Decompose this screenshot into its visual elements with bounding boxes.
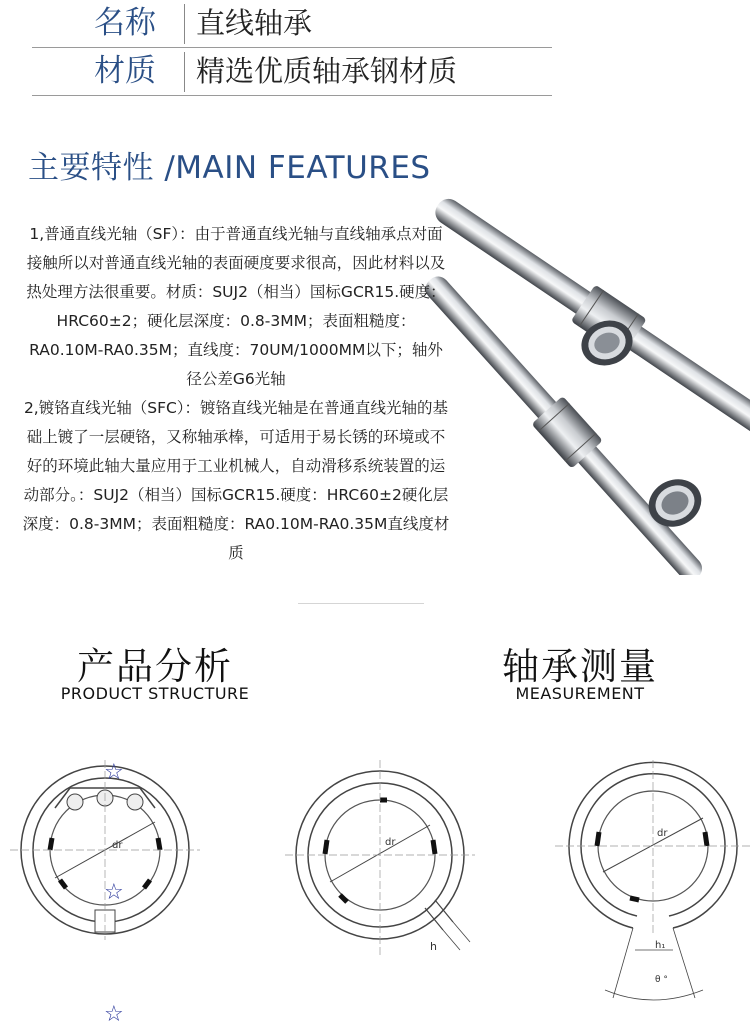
product-structure-heading: 产品分析 <box>77 645 233 688</box>
spec-row-material <box>32 48 552 96</box>
dr-label-2: dr <box>385 837 396 848</box>
section-divider <box>298 603 424 604</box>
dr-label-3: dr <box>657 828 668 839</box>
bearing-angle-diagram <box>555 760 750 1021</box>
feature-paragraph-2: 2,镀铬直线光轴（SFC）：镀铬直线光轴是在普通直线光轴的基础上镀了一层硬铬，又称轴承棒，可适用于易长锈的环境或不好的环境此轴大量应用于工业机械人，自动滑移系统装置的运动部分。：SUJ2（相当）国标GCR15.硬度：HRC60±2硬化层深度：0.8-3MM；表面粗糙度：RA0.10M-RA0.35M直线度材质 <box>22 399 450 562</box>
spec-value: 精选优质轴承钢材质 <box>196 54 458 88</box>
spec-key: 名称 <box>94 5 156 41</box>
theta-label: θ ° <box>655 975 668 985</box>
spec-key: 材质 <box>94 53 156 89</box>
spec-row-name <box>32 0 552 48</box>
h-label: h <box>430 940 437 953</box>
spec-divider <box>184 4 185 44</box>
measurement-subheading: MEASUREMENT <box>515 684 645 703</box>
features-title: 主要特性 /MAIN FEATURES <box>28 150 431 186</box>
star-icon: ☆ <box>104 1002 124 1027</box>
measurement-heading: 轴承测量 <box>502 645 658 688</box>
dr-label: dr <box>112 840 123 851</box>
product-structure-subheading: PRODUCT STRUCTURE <box>60 684 250 703</box>
star-icon: ☆ <box>104 880 124 905</box>
features-text <box>22 220 450 568</box>
star-icon: ☆ <box>104 760 124 785</box>
feature-paragraph-1: 1,普通直线光轴（SF）：由于普通直线光轴与直线轴承点对面接触所以对普通直线光轴的表面硬度要求很高，因此材料以及热处理方法很重要。材质：SUJ2（相当）国标GCR15.硬度：HRC60±2；硬化层深度：0.8-3MM；表面粗糙度：RA0.10M-RA0.35M；直线度：70UM/1000MM以下；轴外径公差G6光轴 <box>26 225 446 388</box>
bearing-gap-diagram <box>285 760 475 1021</box>
h1-label: h₁ <box>655 940 666 951</box>
spec-divider <box>184 52 185 92</box>
shaft-bearing-photo <box>420 185 750 575</box>
spec-underline <box>32 95 552 96</box>
spec-value: 直线轴承 <box>196 6 313 40</box>
